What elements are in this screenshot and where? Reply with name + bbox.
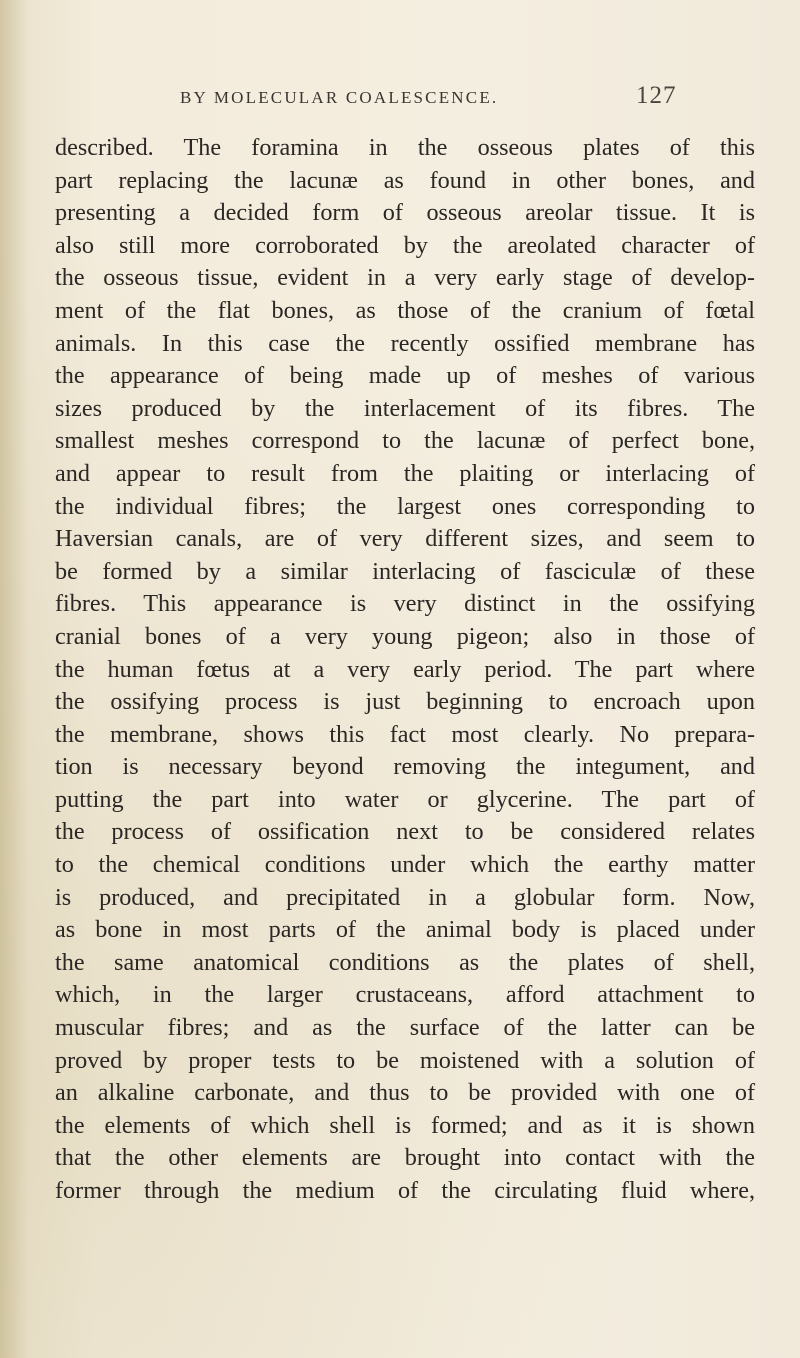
text-line: which, in the larger crustaceans, afford attachment to — [55, 981, 755, 1009]
text-line: muscular fibres; and as the surface of the latter can be — [55, 1014, 755, 1042]
text-line: tion is necessary beyond removing the integument, and — [55, 753, 755, 781]
text-line: ment of the flat bones, as those of the cranium of fœtal — [55, 296, 755, 324]
text-line: cranial bones of a very young pigeon; also in those of — [55, 622, 755, 650]
text-line: the human fœtus at a very early period. The part where — [55, 655, 755, 683]
running-head — [0, 76, 800, 116]
page-number: 127 — [636, 82, 677, 109]
text-line: the osseous tissue, evident in a very early stage of develop- — [55, 264, 755, 292]
text-line: smallest meshes correspond to the lacunæ of perfect bone, — [55, 427, 755, 455]
text-line: fibres. This appearance is very distinct in the ossifying — [55, 590, 755, 618]
text-line: proved by proper tests to be moistened with a solution of — [55, 1046, 755, 1074]
text-line: the membrane, shows this fact most clearly. No prepara- — [55, 720, 755, 748]
text-line: presenting a decided form of osseous areolar tissue. It is — [55, 199, 755, 227]
text-line: that the other elements are brought into contact with the — [55, 1144, 755, 1172]
text-line: putting the part into water or glycerine. The part of — [55, 785, 755, 813]
text-line: Haversian canals, are of very different sizes, and seem to — [55, 525, 755, 553]
text-line: and appear to result from the plaiting or interlacing of — [55, 459, 755, 487]
text-line: part replacing the lacunæ as found in other bones, and — [55, 166, 755, 194]
text-line: be formed by a similar interlacing of fasciculæ of these — [55, 557, 755, 585]
text-line: the appearance of being made up of meshes of various — [55, 362, 755, 390]
text-line: the ossifying process is just beginning to encroach upon — [55, 688, 755, 716]
text-line: is produced, and precipitated in a globular form. Now, — [55, 883, 755, 911]
text-line: described. The foramina in the osseous plates of this — [55, 134, 755, 161]
text-line: also still more corroborated by the areolated character of — [55, 231, 755, 259]
text-line: animals. In this case the recently ossified membrane has — [55, 329, 755, 357]
body-paragraph — [55, 132, 755, 1208]
text-line: an alkaline carbonate, and thus to be provided with one of — [55, 1079, 755, 1107]
text-line: the process of ossification next to be considered relates — [55, 818, 755, 846]
text-line: the individual fibres; the largest ones corresponding to — [55, 492, 755, 520]
text-line: the elements of which shell is formed; and as it is shown — [55, 1111, 755, 1139]
text-line: as bone in most parts of the animal body is placed under — [55, 916, 755, 944]
page-edge-shadow — [0, 0, 28, 1358]
text-line: former through the medium of the circulating fluid where, — [55, 1177, 755, 1204]
text-line: the same anatomical conditions as the plates of shell, — [55, 948, 755, 976]
text-line: sizes produced by the interlacement of its fibres. The — [55, 394, 755, 422]
text-line: to the chemical conditions under which the earthy matter — [55, 851, 755, 879]
running-title: BY MOLECULAR COALESCENCE. — [180, 88, 499, 107]
